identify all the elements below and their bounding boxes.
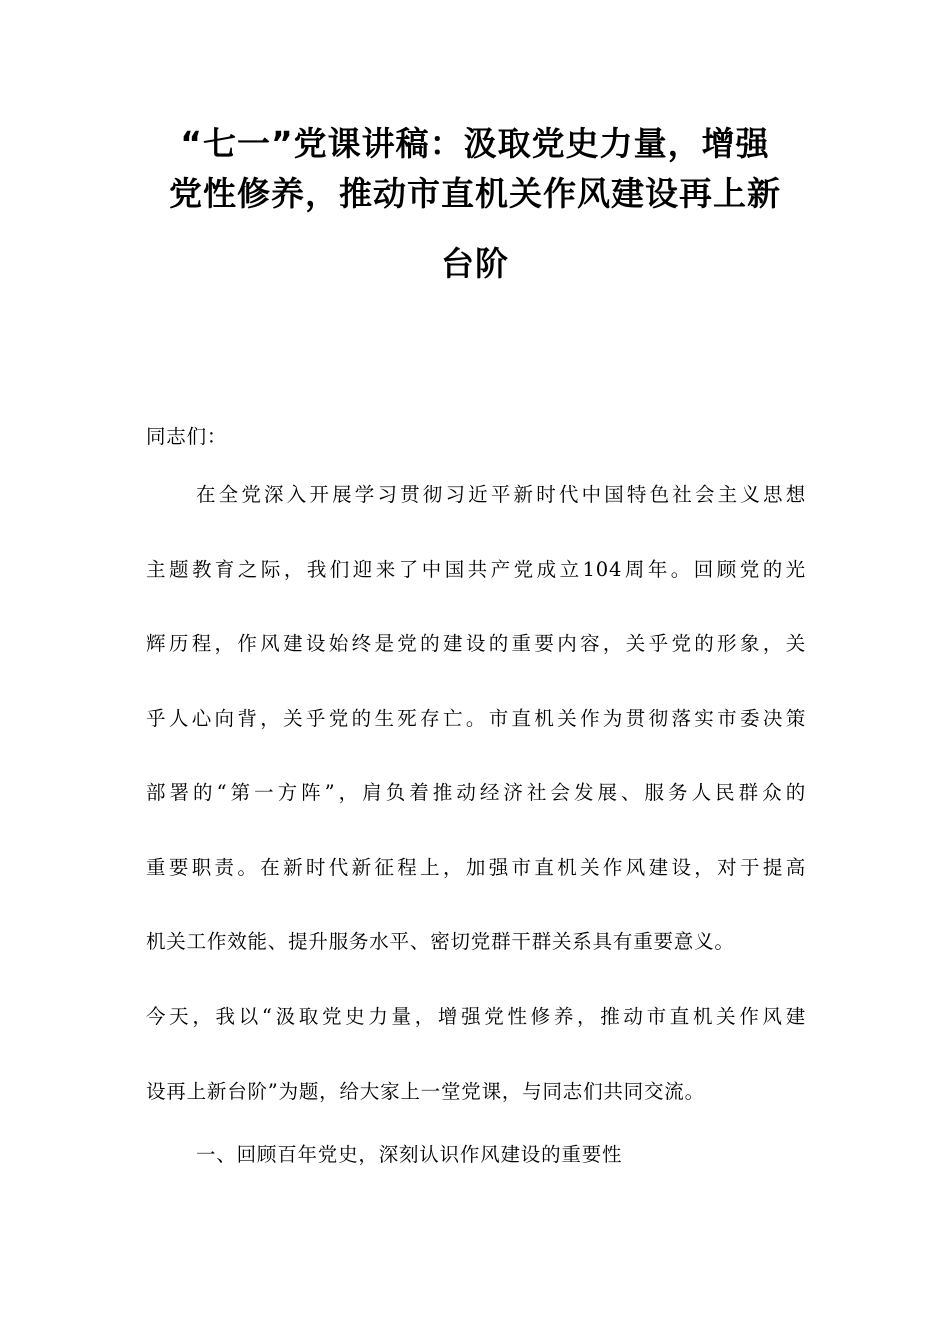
paragraph-line: 乎人心向背，关乎党的生死存亡。市直机关作为贯彻落实市委决策 xyxy=(146,707,806,730)
paragraph-line: 今天，我以“汲取党史力量，增强党性修养，推动市直机关作风建 xyxy=(146,1005,806,1028)
document-title-line-2: 党性修养，推动市直机关作风建设再上新 xyxy=(169,174,781,213)
paragraph-line: 重要职责。在新时代新征程上，加强市直机关作风建设，对于提高 xyxy=(146,856,806,879)
salutation: 同志们： xyxy=(146,425,228,448)
paragraph-line: 机关工作效能、提升服务水平、密切党群干群关系具有重要意义。 xyxy=(146,930,735,953)
document-title-line-3: 台阶 xyxy=(441,244,509,283)
paragraph-line: 主题教育之际，我们迎来了中国共产党成立104周年。回顾党的光 xyxy=(146,558,806,581)
paragraph-line: 辉历程，作风建设始终是党的建设的重要内容，关乎党的形象，关 xyxy=(146,632,806,655)
document-title-line-1: “七一”党课讲稿：汲取党史力量，增强 xyxy=(180,124,770,163)
paragraph-line: 部署的“第一方阵”，肩负着推动经济社会发展、服务人民群众的 xyxy=(146,781,806,804)
section-heading: 一、回顾百年党史，深刻认识作风建设的重要性 xyxy=(196,1143,623,1166)
paragraph-line: 设再上新台阶”为题，给大家上一堂党课，与同志们共同交流。 xyxy=(146,1080,705,1103)
paragraph-line: 在全党深入开展学习贯彻习近平新时代中国特色社会主义思想 xyxy=(196,483,806,506)
